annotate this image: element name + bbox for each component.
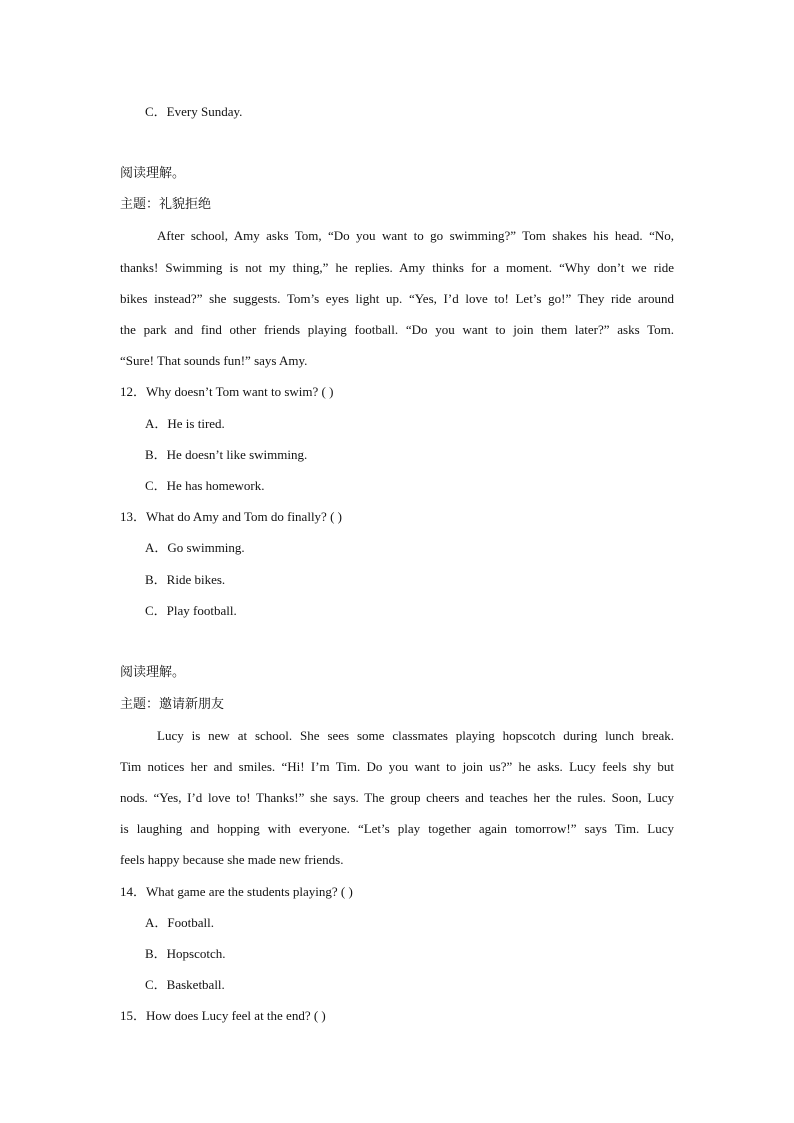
question-13: 13．What do Amy and Tom do finally? ( ): [120, 509, 342, 524]
section1-topic: 主题：礼貌拒绝: [120, 197, 212, 212]
question-12-option-c: C．He has homework.: [145, 478, 265, 493]
section1-passage-line: the park and find other friends playing football. “Do you want to join them later?” asks Tom.: [120, 322, 674, 337]
section1-heading: 阅读理解。: [120, 166, 186, 181]
question-13-option-b: B．Ride bikes.: [145, 572, 226, 587]
section1-passage-line: “Sure! That sounds fun!” says Amy.: [120, 353, 308, 368]
question-14-option-c: C．Basketball.: [145, 977, 225, 992]
section2-passage-line: Lucy is new at school. She sees some classmates playing hopscotch during lunch break.: [157, 728, 674, 743]
section2-passage-line: nods. “Yes, I’d love to! Thanks!” she says. The group cheers and teaches her the rules. Soon, Lucy: [120, 790, 674, 805]
question-12: 12．Why doesn’t Tom want to swim? ( ): [120, 384, 334, 399]
prev-option-c: C．Every Sunday.: [145, 104, 243, 119]
section2-passage-line: is laughing and hopping with everyone. “Let’s play together again tomorrow!” says Tim. Lucy: [120, 821, 674, 836]
question-14: 14．What game are the students playing? ( ): [120, 884, 353, 899]
question-15: 15．How does Lucy feel at the end? ( ): [120, 1008, 326, 1023]
section2-topic: 主题：邀请新朋友: [120, 697, 225, 712]
question-14-option-a: A．Football.: [145, 915, 214, 930]
section2-passage-line: feels happy because she made new friends.: [120, 852, 344, 867]
question-12-option-a: A．He is tired.: [145, 416, 225, 431]
question-13-option-a: A．Go swimming.: [145, 540, 245, 555]
question-13-option-c: C．Play football.: [145, 603, 237, 618]
question-14-option-b: B．Hopscotch.: [145, 946, 226, 961]
section1-passage-line: thanks! Swimming is not my thing,” he replies. Amy thinks for a moment. “Why don’t we ride: [120, 260, 674, 275]
section1-passage-line: After school, Amy asks Tom, “Do you want to go swimming?” Tom shakes his head. “No,: [157, 228, 674, 243]
section2-heading: 阅读理解。: [120, 665, 186, 680]
section2-passage-line: Tim notices her and smiles. “Hi! I’m Tim. Do you want to join us?” he asks. Lucy feels shy but: [120, 759, 674, 774]
question-12-option-b: B．He doesn’t like swimming.: [145, 447, 308, 462]
section1-passage-line: bikes instead?” she suggests. Tom’s eyes light up. “Yes, I’d love to! Let’s go!” They ride around: [120, 291, 674, 306]
